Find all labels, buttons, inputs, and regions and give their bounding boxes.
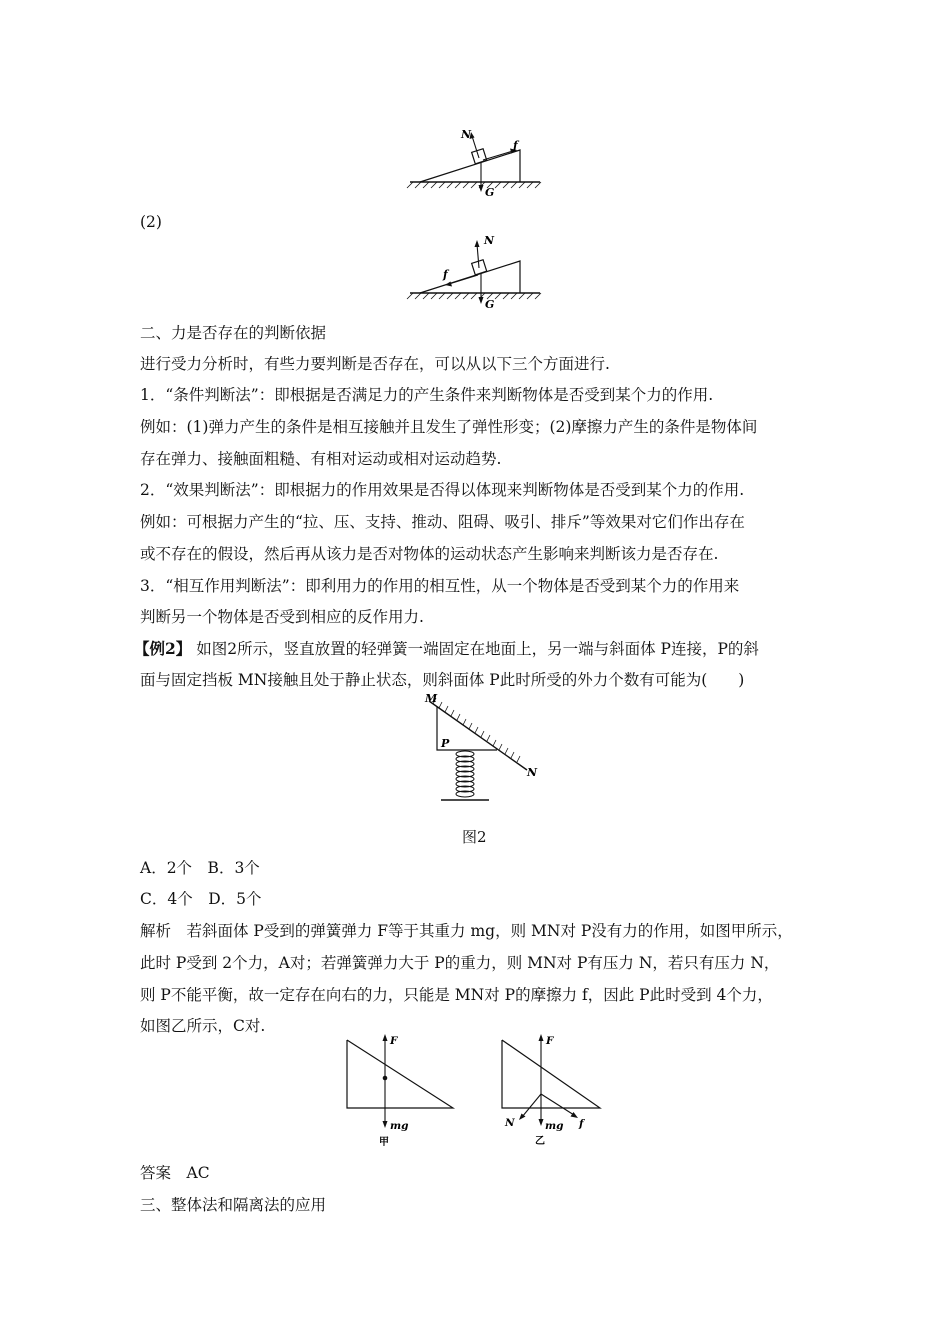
label-gravity: G: [485, 298, 495, 311]
label-gravity: G: [485, 186, 495, 199]
paragraph-method-1-example-line-2: 存在弹力、接触面粗糙、有相对运动或相对运动趋势.: [140, 450, 502, 468]
label-friction: f: [513, 139, 518, 152]
analysis-line-3: 则 P不能平衡，故一定存在向右的力，只能是 MN对 P的摩擦力 f，因此 P此时受到 4个力，: [140, 986, 773, 1004]
analysis-line-4: 如图乙所示，C对.: [140, 1017, 266, 1035]
options-a-b: A．2个 B．3个: [140, 859, 260, 877]
label-weight: mg: [545, 1120, 564, 1132]
analysis-line-2: 此时 P受到 2个力，A对；若弹簧弹力大于 P的重力，则 MN对 P有压力 N，若只有压力 N，: [140, 954, 780, 972]
figure-2-incline-spring: [415, 690, 545, 805]
answer-line: 答案 AC: [140, 1164, 210, 1182]
figure-yi-caption: 乙: [535, 1136, 545, 1147]
figure-jia-force-diagram: [335, 1030, 465, 1155]
label-normal-force: N: [505, 1117, 515, 1129]
paragraph-method-3-line-2: 判断另一个物体是否受到相应的反作用力.: [140, 608, 424, 626]
example-tag: 【例2】: [134, 639, 192, 658]
paragraph-method-2-example-line-1: 例如：可根据力产生的“拉、压、支持、推动、阻碍、吸引、排斥”等效果对它们作出存在: [140, 513, 745, 531]
label-spring-force: F: [390, 1035, 398, 1047]
paragraph-method-1-example-line-1: 例如：(1)弹力产生的条件是相互接触并且发生了弹性形变；(2)摩擦力产生的条件是物体间: [140, 418, 758, 436]
example-question-line-2: 面与固定挡板 MN接触且处于静止状态，则斜面体 P此时所受的外力个数有可能为( ): [140, 671, 745, 689]
label-weight: mg: [390, 1120, 409, 1132]
analysis-line-1: 解析 若斜面体 P受到的弹簧弹力 F等于其重力 mg，则 MN对 P没有力的作用，如图甲所示，: [140, 922, 793, 940]
label-n: N: [527, 766, 538, 779]
figure-yi-force-diagram: [495, 1030, 625, 1155]
label-friction: f: [579, 1118, 584, 1130]
label-normal-force: N: [484, 234, 495, 247]
paragraph-intro: 进行受力分析时，有些力要判断是否存在，可以从以下三个方面进行.: [140, 355, 610, 373]
figure-incline-friction-up: [405, 120, 545, 200]
paragraph-method-1: 1．“条件判断法”：即根据是否满足力的产生条件来判断物体是否受到某个力的作用.: [140, 386, 714, 404]
options-c-d: C．4个 D．5个: [140, 890, 262, 908]
item-2-label: (2): [140, 213, 162, 231]
label-normal-force: N: [461, 128, 472, 141]
paragraph-method-3-line-1: 3．“相互作用判断法”：即利用力的作用的相互性，从一个物体是否受到某个力的作用来: [140, 577, 740, 595]
label-spring-force: F: [546, 1035, 554, 1047]
example-question-text: 如图2所示，竖直放置的轻弹簧一端固定在地面上，另一端与斜面体 P连接，P的斜: [191, 640, 759, 658]
label-m: M: [425, 692, 438, 705]
figure-2-caption: 图2: [462, 828, 487, 846]
paragraph-method-2-example-line-2: 或不存在的假设，然后再从该力是否对物体的运动状态产生影响来判断该力是否存在.: [140, 545, 719, 563]
label-friction: f: [443, 268, 448, 281]
section-3-heading: 三、整体法和隔离法的应用: [140, 1196, 327, 1214]
figure-jia-caption: 甲: [379, 1137, 389, 1148]
example-question-line-1: [134, 639, 759, 659]
paragraph-method-2: 2．“效果判断法”：即根据力的作用效果是否得以体现来判断物体是否受到某个力的作用.: [140, 481, 745, 499]
figure-incline-friction-down: [405, 230, 545, 312]
section-2-heading: 二、力是否存在的判断依据: [140, 324, 327, 342]
label-p: P: [441, 737, 450, 750]
